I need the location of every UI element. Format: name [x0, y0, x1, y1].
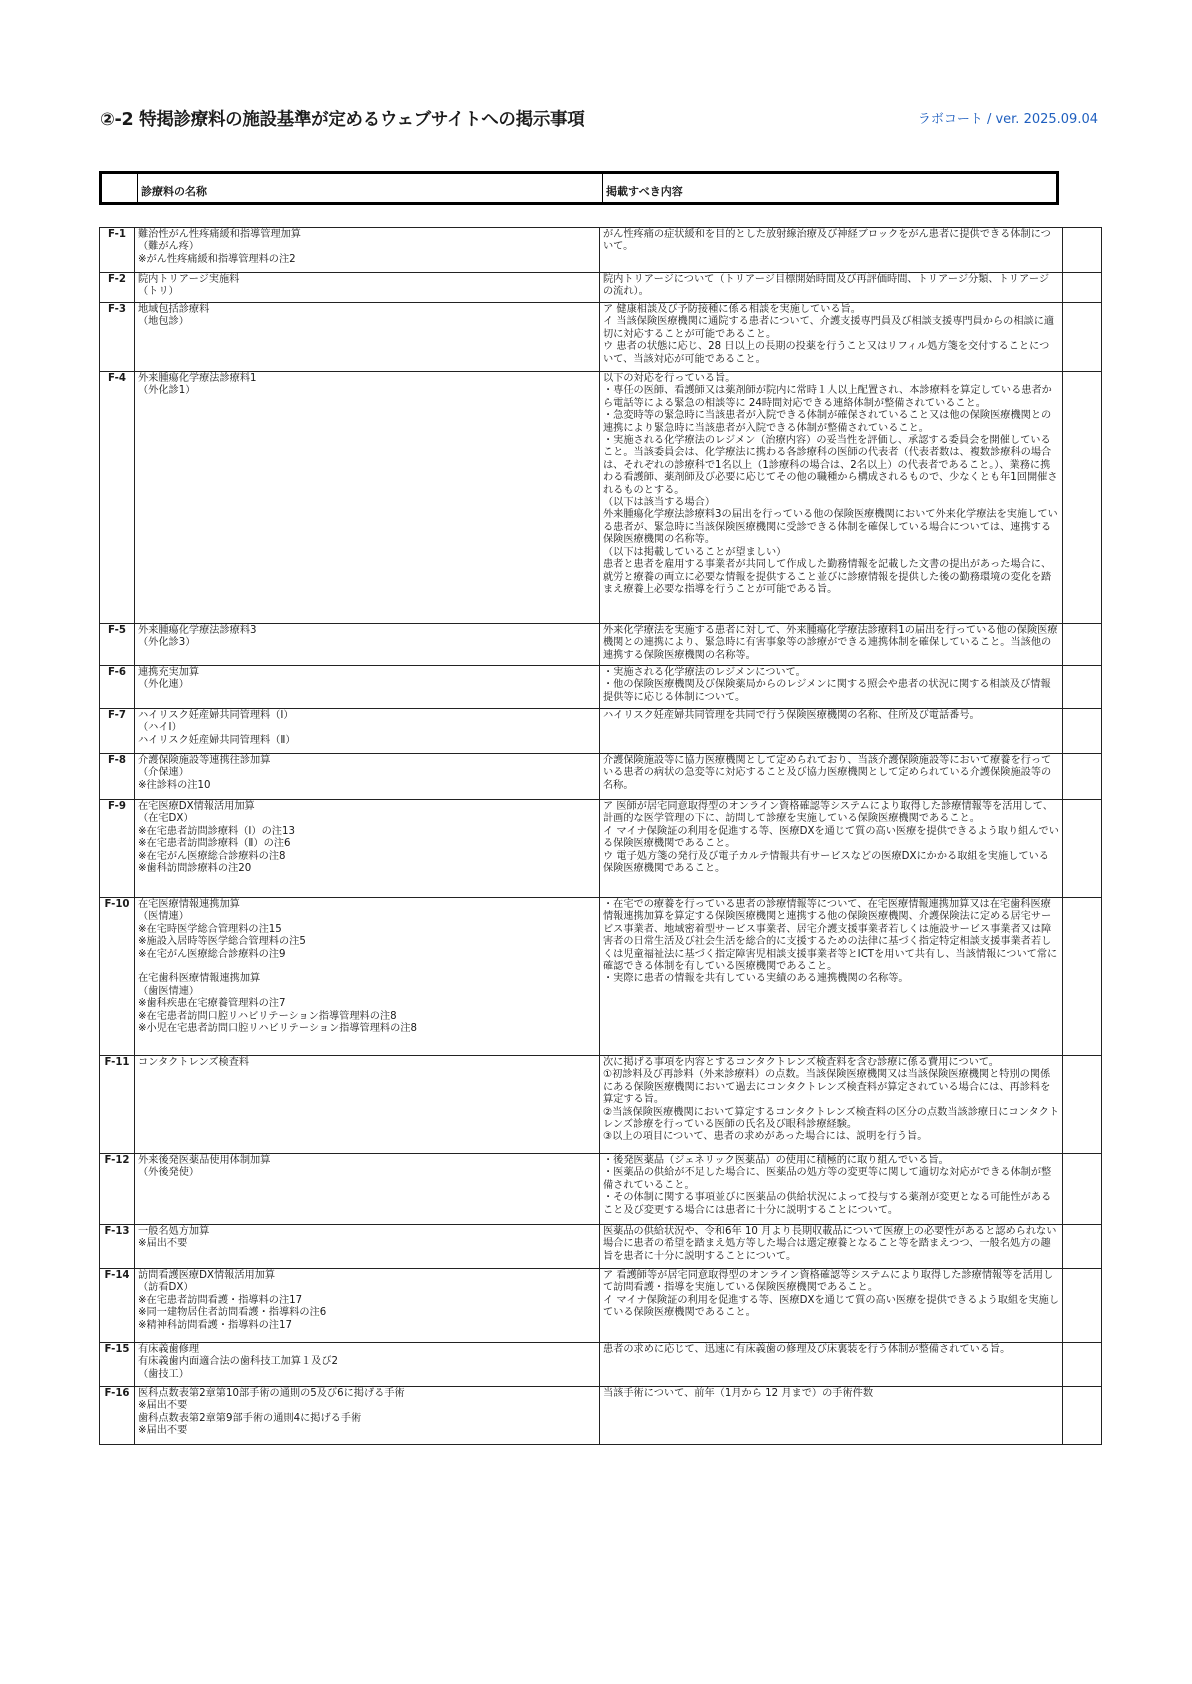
- row-check-cell: [1063, 898, 1102, 1056]
- row-name: コンタクトレンズ検査料: [135, 1056, 600, 1154]
- row-id: F-16: [100, 1387, 135, 1445]
- row-name: 医科点数表第2章第10部手術の通則の5及び6に掲げる手術 ※届出不要 歯科点数表第2章第9部手術の通則4に掲げる手術 ※届出不要: [135, 1387, 600, 1445]
- table-row: [100, 1387, 1102, 1445]
- row-content: 医薬品の供給状況や、令和6年 10 月より長期収載品について医療上の必要性があると認められない場合に患者の希望を踏まえ処方等した場合は選定療養となること等を踏まえつつ、一般名処方の趣旨を患者に十分に説明することについて。: [600, 1225, 1063, 1269]
- row-check-cell: [1063, 1343, 1102, 1387]
- table-row: [100, 1154, 1102, 1225]
- row-check-cell: [1063, 1056, 1102, 1154]
- row-check-cell: [1063, 1225, 1102, 1269]
- row-content: 院内トリアージについて（トリアージ目標開始時間及び再評価時間、トリアージ分類、トリアージの流れ）。: [600, 273, 1063, 303]
- table-row: [100, 754, 1102, 800]
- row-id: F-5: [100, 624, 135, 666]
- row-id: F-14: [100, 1269, 135, 1343]
- table-row: [100, 1225, 1102, 1269]
- table-row: [100, 372, 1102, 624]
- table-row: [100, 666, 1102, 709]
- row-name: 連携充実加算 （外化連）: [135, 666, 600, 709]
- row-content: 介護保険施設等に協力医療機関として定められており、当該介護保険施設等において療養を行っている患者の病状の急変等に対応すること及び協力医療機関として定められている介護保険施設等の名称。: [600, 754, 1063, 800]
- row-name: 一般名処方加算 ※届出不要: [135, 1225, 600, 1269]
- version-label: ラボコート / ver. 2025.09.04: [917, 112, 1098, 127]
- row-name: 外来腫瘍化学療法診療料3 （外化診3）: [135, 624, 600, 666]
- table-row: [100, 273, 1102, 303]
- row-name: 地域包括診療料 （地包診）: [135, 303, 600, 372]
- row-content: ・在宅での療養を行っている患者の診療情報等について、在宅医療情報連携加算又は在宅歯科医療情報連携加算を算定する保険医療機関と連携する他の保険医療機関、介護保険法に定める居宅サービス事業者、地域密着型サービス事業者、居宅介護支援事業者若しくは施設サービス事業者又は障害者の日常生活及び社会生活を総合的に支援するための法律に基づく指定特定相談支援事業者若しくは児童福祉法に基づく指定障害児相談支援事業者等とICTを用いて共有し、当該情報について常に確認できる体制を有している医療機関であること。 ・実際に患者の情報を共有している実績のある連携機関の名称等。: [600, 898, 1063, 1056]
- row-check-cell: [1063, 666, 1102, 709]
- row-check-cell: [1063, 709, 1102, 754]
- row-content: 以下の対応を行っている旨。 ・専任の医師、看護師又は薬剤師が院内に常時１人以上配置され、本診療料を算定している患者から電話等による緊急の相談等に 24時間対応できる連絡体制が整備されていること。 ・急変時等の緊急時に当該患者が入院できる体制が確保されていること又は他の保険医療機関との連携により緊急時に当該患者が入院できる体制が整備されていること。 ・実施される化学療法のレジメン（治療内容）の妥当性を評価し、承認する委員会を開催していること。当該委員会は、化学療法に携わる各診療科の医師の代表者（代表者数は、複数診療科の場合は、それぞれの診療科で1名以上（1診療科の場合は、2名以上）の代表者であること。）、業務に携わる看護師、薬剤師及び必要に応じてその他の職種から構成されるもので、少なくとも年1回開催されるものとする。 （以下は該当する場合） 外来腫瘍化学療法診療料3の届出を行っている他の保険医療機関において外来化学療法を実施している患者が、緊急時に当該保険医療機関に受診できる体制を確保している場合については、連携する保険医療機関の名称等。 （以下は掲載していることが望ましい） 患者と患者を雇用する事業者が共同して作成した勤務情報を記載した文書の提出があった場合に、就労と療養の両立に必要な情報を提供すること並びに診療情報を提供した後の勤務環境の変化を踏まえ療養上必要な指導を行うことが可能である旨。: [600, 372, 1063, 624]
- row-id: F-7: [100, 709, 135, 754]
- row-name: ハイリスク妊産婦共同管理料（Ⅰ） （ハイⅠ） ハイリスク妊産婦共同管理料（Ⅱ）: [135, 709, 600, 754]
- table-row: [100, 800, 1102, 898]
- row-id: F-13: [100, 1225, 135, 1269]
- table-row: [100, 1269, 1102, 1343]
- row-name: 外来後発医薬品使用体制加算 （外後発使）: [135, 1154, 600, 1225]
- table-row: [100, 709, 1102, 754]
- row-id: F-6: [100, 666, 135, 709]
- row-content: 当該手術について、前年（1月から 12 月まで）の手術件数: [600, 1387, 1063, 1445]
- row-content: ・後発医薬品（ジェネリック医薬品）の使用に積極的に取り組んでいる旨。 ・医薬品の供給が不足した場合に、医薬品の処方等の変更等に関して適切な対応ができる体制が整備されていること。 ・その体制に関する事項並びに医薬品の供給状況によって投与する薬剤が変更となる可能性があること及び変更する場合には患者に十分に説明することについて。: [600, 1154, 1063, 1225]
- row-check-cell: [1063, 1154, 1102, 1225]
- row-check-cell: [1063, 303, 1102, 372]
- table-row: [100, 898, 1102, 1056]
- header-content-label: 掲載すべき内容: [606, 185, 683, 198]
- row-check-cell: [1063, 228, 1102, 273]
- row-id: F-8: [100, 754, 135, 800]
- row-id: F-11: [100, 1056, 135, 1154]
- row-name: 有床義歯修理 有床義歯内面適合法の歯科技工加算１及び2 （歯技工）: [135, 1343, 600, 1387]
- row-check-cell: [1063, 1387, 1102, 1445]
- header-id-cell: [102, 174, 138, 202]
- row-id: F-1: [100, 228, 135, 273]
- row-name: 難治性がん性疼痛緩和指導管理加算 （難がん疼） ※がん性疼痛緩和指導管理料の注2: [135, 228, 600, 273]
- row-content: ハイリスク妊産婦共同管理を共同で行う保険医療機関の名称、住所及び電話番号。: [600, 709, 1063, 754]
- row-id: F-10: [100, 898, 135, 1056]
- row-name: 在宅医療情報連携加算 （医情連） ※在宅時医学総合管理料の注15 ※施設入居時等医学総合管理料の注5 ※在宅がん医療総合診療料の注9 在宅歯科医療情報連携加算 （歯医情連） ※歯科疾患在宅療養管理料の注7 ※在宅患者訪問口腔リハビリテーション指導管理料の注8 ※小児在宅患者訪問口腔リハビリテーション指導管理料の注8: [135, 898, 600, 1056]
- row-id: F-4: [100, 372, 135, 624]
- row-content: 患者の求めに応じて、迅速に有床義歯の修理及び床裏装を行う体制が整備されている旨。: [600, 1343, 1063, 1387]
- row-check-cell: [1063, 273, 1102, 303]
- row-name: 院内トリアージ実施料 （トリ）: [135, 273, 600, 303]
- row-name: 訪問看護医療DX情報活用加算 （訪看DX） ※在宅患者訪問看護・指導料の注17 ※同一建物居住者訪問看護・指導料の注6 ※精神科訪問看護・指導料の注17: [135, 1269, 600, 1343]
- row-id: F-9: [100, 800, 135, 898]
- table-row: [100, 1343, 1102, 1387]
- row-check-cell: [1063, 624, 1102, 666]
- table-row: [100, 1056, 1102, 1154]
- row-id: F-12: [100, 1154, 135, 1225]
- row-check-cell: [1063, 372, 1102, 624]
- row-name: 在宅医療DX情報活用加算 （在宅DX） ※在宅患者訪問診療料（Ⅰ）の注13 ※在宅患者訪問診療料（Ⅱ）の注6 ※在宅がん医療総合診療料の注8 ※歯科訪問診療料の注20: [135, 800, 600, 898]
- row-check-cell: [1063, 1269, 1102, 1343]
- facility-standards-table: [99, 227, 1102, 1445]
- row-id: F-2: [100, 273, 135, 303]
- row-name: 介護保険施設等連携往診加算 （介保連） ※往診料の注10: [135, 754, 600, 800]
- table-row: [100, 228, 1102, 273]
- row-content: 外来化学療法を実施する患者に対して、外来腫瘍化学療法診療料1の届出を行っている他の保険医療機関との連携により、緊急時に有害事象等の診療ができる連携体制を確保していること。当該他の連携する保険医療機関の名称等。: [600, 624, 1063, 666]
- row-check-cell: [1063, 754, 1102, 800]
- table-row: [100, 303, 1102, 372]
- row-content: 次に掲げる事項を内容とするコンタクトレンズ検査料を含む診療に係る費用について。 ①初診料及び再診料（外来診療料）の点数。当該保険医療機関又は当該保険医療機関と特別の関係にある保険医療機関において過去にコンタクトレンズ検査料が算定されている場合には、再診料を算定する旨。 ②当該保険医療機関において算定するコンタクトレンズ検査料の区分の点数当該診療日にコンタクトレンズ診療を行っている医師の氏名及び眼科診療経験。 ③以上の項目について、患者の求めがあった場合には、説明を行う旨。: [600, 1056, 1063, 1154]
- row-content: ア 医師が居宅同意取得型のオンライン資格確認等システムにより取得した診療情報等を活用して、計画的な医学管理の下に、訪問して診療を実施している保険医療機関であること。 イ マイナ保険証の利用を促進する等、医療DXを通じて質の高い医療を提供できるよう取り組んでいる保険医療機関であること。 ウ 電子処方箋の発行及び電子カルテ情報共有サービスなどの医療DXにかかる取組を実施している保険医療機関であること。: [600, 800, 1063, 898]
- row-check-cell: [1063, 800, 1102, 898]
- row-id: F-3: [100, 303, 135, 372]
- row-content: ア 健康相談及び予防接種に係る相談を実施している旨。 イ 当該保険医療機関に通院する患者について、介護支援専門員及び相談支援専門員からの相談に適切に対応することが可能であること。 ウ 患者の状態に応じ、28 日以上の長期の投薬を行うこと又はリフィル処方箋を交付することについて、当該対応が可能であること。: [600, 303, 1063, 372]
- row-id: F-15: [100, 1343, 135, 1387]
- row-name: 外来腫瘍化学療法診療料1 （外化診1）: [135, 372, 600, 624]
- table-header: [99, 171, 1059, 205]
- header-name-label: 診療料の名称: [138, 174, 603, 202]
- page-title: ②-2 特掲診療料の施設基準が定めるウェブサイトへの掲示事項: [100, 110, 585, 130]
- row-content: がん性疼痛の症状緩和を目的とした放射線治療及び神経ブロックをがん患者に提供できる体制について。: [600, 228, 1063, 273]
- row-content: ・実施される化学療法のレジメンについて。 ・他の保険医療機関及び保険薬局からのレジメンに関する照会や患者の状況に関する相談及び情報提供等に応じる体制について。: [600, 666, 1063, 709]
- row-content: ア 看護師等が居宅同意取得型のオンライン資格確認等システムにより取得した診療情報等を活用して訪問看護・指導を実施している保険医療機関であること。 イ マイナ保険証の利用を促進する等、医療DXを通じて質の高い医療を提供できるよう取組を実施している保険医療機関であること。: [600, 1269, 1063, 1343]
- table-row: [100, 624, 1102, 666]
